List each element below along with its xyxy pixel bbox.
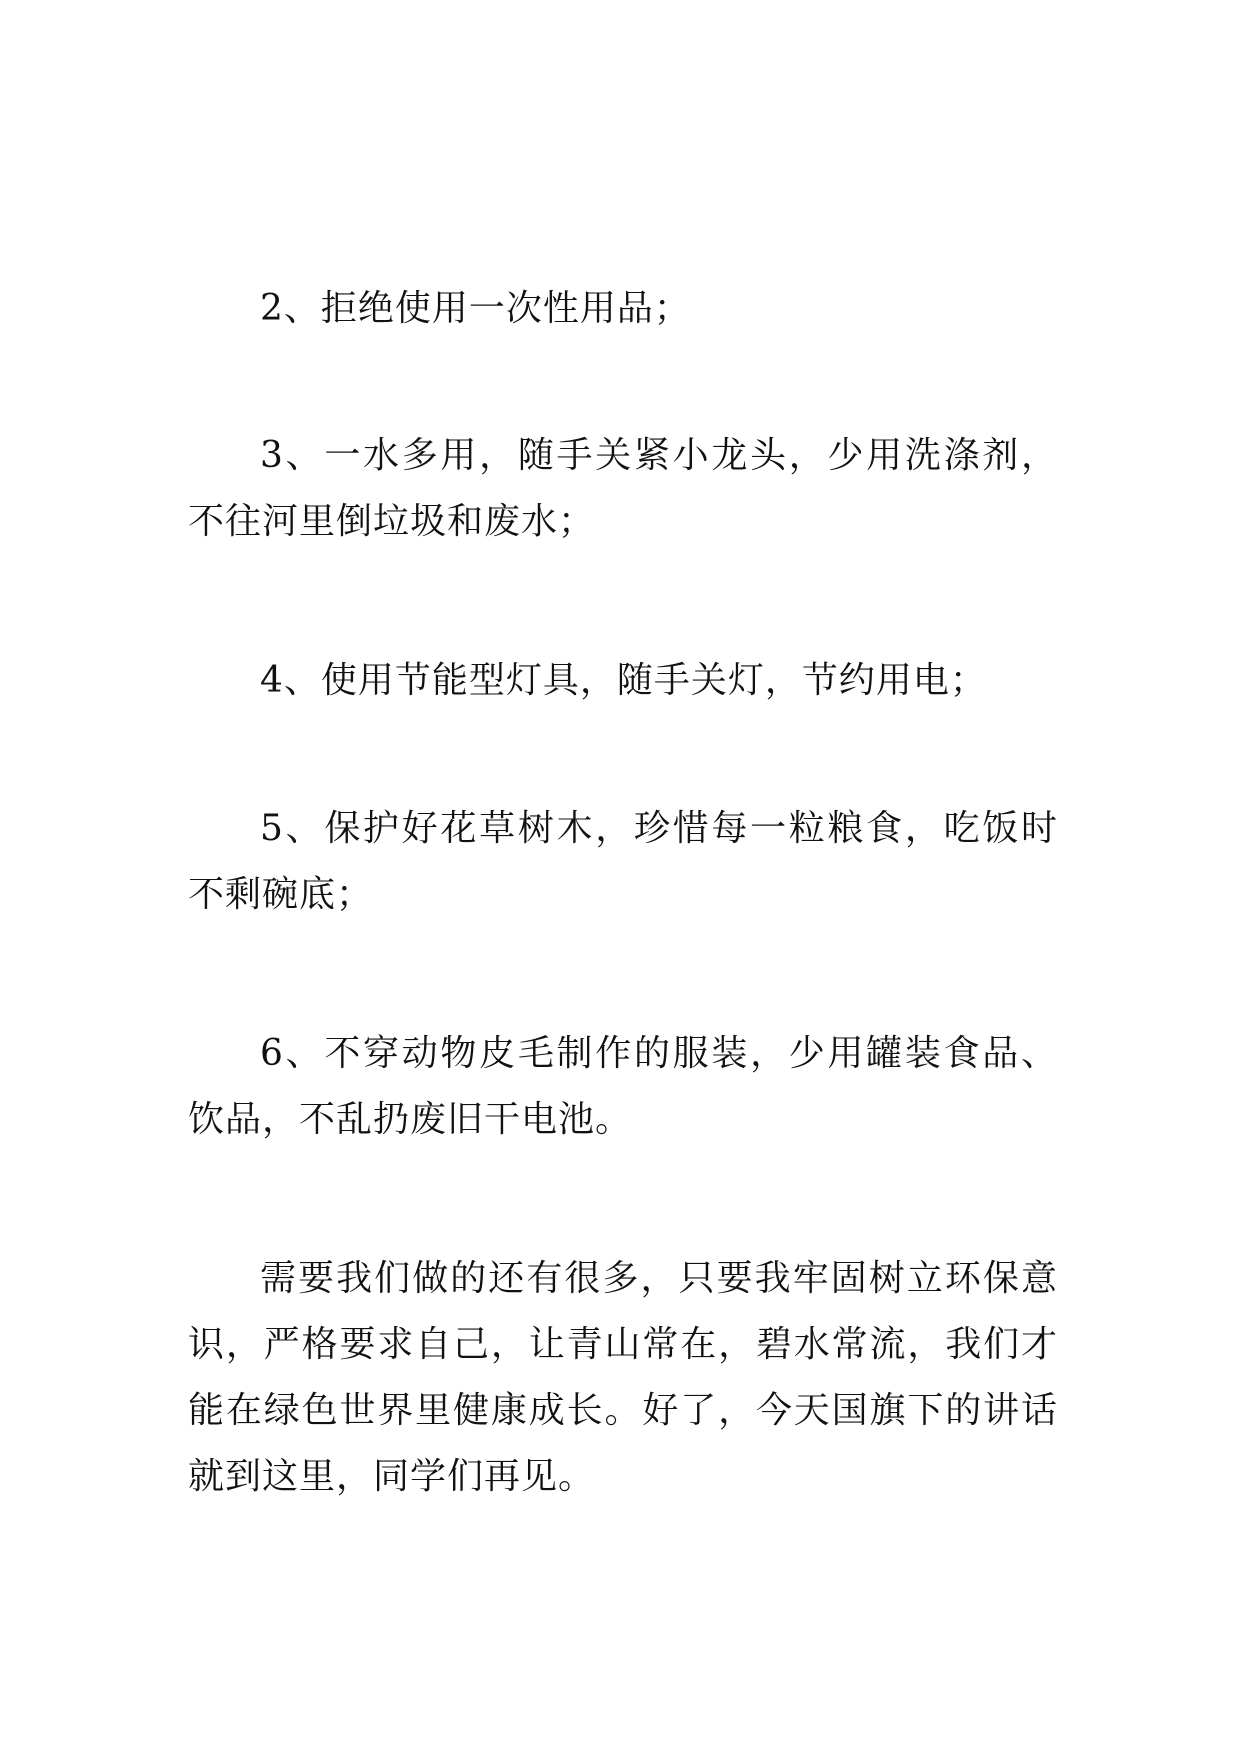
paragraph-item-5: 5、保护好花草树木，珍惜每一粒粮食，吃饭时不剩碗底； [188,808,1058,915]
paragraph-item-4: 4、使用节能型灯具，随手关灯，节约用电； [260,660,987,701]
closing-paragraph: 需要我们做的还有很多，只要我牢固树立环保意识，严格要求自己，让青山常在，碧水常流，我们才能在绿色世界里健康成长。好了，今天国旗下的讲话就到这里，同学们再见。 [188,1258,1058,1497]
paragraph-item-6: 6、不穿动物皮毛制作的服装，少用罐装食品、饮品，不乱扔废旧干电池。 [188,1033,1058,1140]
paragraph-item-2: 2、拒绝使用一次性用品； [260,288,691,329]
paragraph-item-3: 3、一水多用，随手关紧小龙头，少用洗涤剂，不往河里倒垃圾和废水； [188,435,1058,542]
